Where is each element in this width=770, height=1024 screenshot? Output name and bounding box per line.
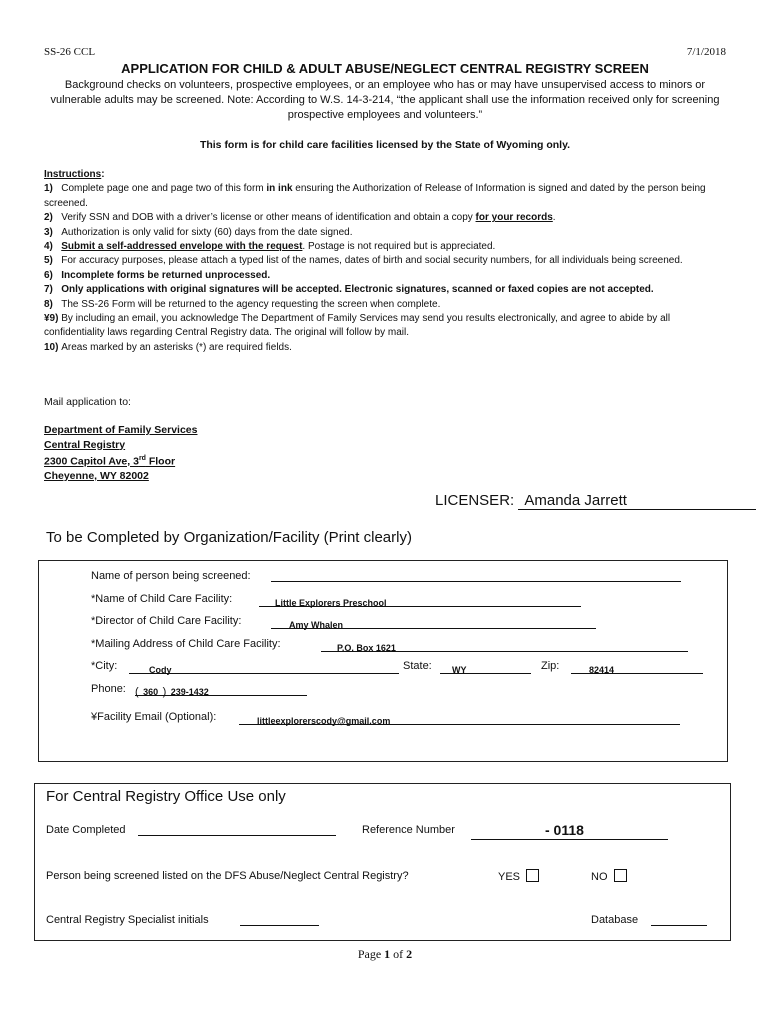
database-label: Database <box>591 914 639 926</box>
date-completed-field[interactable] <box>138 822 336 836</box>
mailing-address <box>44 423 197 484</box>
reference-number-label: Reference Number <box>362 824 455 836</box>
reference-number-field[interactable]: - 0118 <box>471 822 668 840</box>
city-field[interactable]: Cody <box>129 660 399 674</box>
notice-text: This form is for child care facilities licensed by the State of Wyoming only. <box>199 139 571 151</box>
section-facility-heading: To be Completed by Organization/Facility (Print clearly) <box>46 529 412 546</box>
instruction-5: 5) For accuracy purposes, please attach a typed list of the names, dates of birth and social security numbers, for all individuals being screened. <box>44 255 683 267</box>
zip-field[interactable]: 82414 <box>571 660 703 674</box>
instruction-10: 10) Areas marked by an asterisks (*) are required fields. <box>44 341 292 353</box>
facility-email-field[interactable]: littleexplorerscody@gmail.com <box>239 711 680 725</box>
instruction-2: 2) Verify SSN and DOB with a driver’s license or other means of identification and obtain a copy for your records. <box>44 212 556 224</box>
phone-field[interactable] <box>135 682 307 696</box>
director-field[interactable]: Amy Whalen <box>271 615 596 629</box>
form-id: SS-26 CCL <box>44 46 96 58</box>
yes-option: YES <box>498 869 539 883</box>
facility-name-label: *Name of Child Care Facility: <box>91 593 233 605</box>
instruction-4: 4) Submit a self-addressed envelope with the request. Postage is not required but is appreciated. <box>44 241 496 253</box>
facility-email-label: ¥Facility Email (Optional): <box>91 711 217 723</box>
office-use-box <box>34 783 731 941</box>
no-option: NO <box>591 869 627 883</box>
instruction-7: 7) Only applications with original signatures will be accepted. Electronic signatures, scanned or faxed copies are not accepted. <box>44 284 654 296</box>
screened-name-field[interactable] <box>271 568 681 582</box>
facility-name-field[interactable]: Little Explorers Preschool <box>259 593 581 607</box>
form-title: APPLICATION FOR CHILD & ADULT ABUSE/NEGLECT CENTRAL REGISTRY SCREEN <box>121 61 649 76</box>
city-label: *City: <box>91 660 118 672</box>
yes-checkbox[interactable] <box>526 869 539 882</box>
address-line-3: 2300 Capitol Ave, 3rd Floor <box>44 455 176 468</box>
zip-label: Zip: <box>541 660 560 672</box>
mailing-address-label: *Mailing Address of Child Care Facility: <box>91 638 281 650</box>
specialist-initials-label: Central Registry Specialist initials <box>46 914 209 926</box>
office-use-heading: For Central Registry Office Use only <box>46 788 286 805</box>
instruction-6: 6) Incomplete forms be returned unprocessed. <box>44 269 271 281</box>
licenser-label: LICENSER: <box>435 492 515 509</box>
page-number: Page 1 of 2 <box>357 947 413 961</box>
state-label: State: <box>403 660 432 672</box>
registry-question: Person being screened listed on the DFS Abuse/Neglect Central Registry? <box>46 870 409 882</box>
instructions-heading: Instructions <box>44 169 102 180</box>
form-date: 7/1/2018 <box>686 46 726 58</box>
instruction-3: 3) Authorization is only valid for sixty (60) days from the date signed. <box>44 226 353 238</box>
mailing-address-field[interactable]: P.O. Box 1621 <box>321 638 688 652</box>
instruction-9: ¥9) By including an email, you acknowledge The Department of Family Services may send you results electronically, and agree to abide by all confidentiality laws regarding Central Registry data. The original will follow by mail. <box>44 313 671 339</box>
facility-section-box <box>38 560 728 762</box>
screened-name-label: Name of person being screened: <box>91 570 251 582</box>
address-line-1: Department of Family Services <box>44 424 198 436</box>
licenser-value[interactable]: Amanda Jarrett <box>518 492 756 510</box>
instruction-8: 8) The SS-26 Form will be returned to the agency requesting the screen when complete. <box>44 298 441 310</box>
licenser <box>435 492 756 510</box>
database-field[interactable] <box>651 912 707 926</box>
instructions: Instructions: 1) Complete page one and page two of this form in ink ensuring the Authorization of Release of Information is signed and dated by the person being screened. 2) Verify SSN and DOB with a driver’s license or other means of identification and obtain a copy for your records. 3) Authorization is only valid for sixty (60) days from the date signed. 4) Submit a self-addressed envelope with the request. Postage is not required but is appreciated. 5) For accuracy purposes, please attach a typed list of the names, dates of birth and social security numbers, for all individuals being screened. 6) Incomplete forms be returned unprocessed. 7) Only applications with original signatures will be accepted. Electronic signatures, scanned or faxed copies are not accepted. 8) The SS-26 Form will be returned to the agency requesting the screen when complete. ¥9) By including an email, you acknowledge The Department of Family Services may send you results electronically, and agree to abide by all confidentiality laws regarding Central Registry data. The original will follow by mail. 10) Areas marked by an asterisks (*) are required fields. <box>44 168 724 355</box>
phone-open-paren: ( <box>135 686 139 698</box>
director-label: *Director of Child Care Facility: <box>91 615 242 627</box>
phone-number: 239-1432 <box>170 687 209 697</box>
address-line-2: Central Registry <box>44 438 126 451</box>
specialist-initials-field[interactable] <box>240 912 319 926</box>
phone-area-code: 360 <box>143 687 159 697</box>
intro-text: Background checks on volunteers, prospective employees, or an employee who has or may have unsupervised access to minors or vulnerable adults may be screened. Note: According to W.S. 14-3-214, “the applicant shall use the information received only for screening prospective employees and volunteers.” <box>50 79 720 121</box>
phone-close-paren: ) <box>162 686 167 698</box>
date-completed-label: Date Completed <box>46 824 126 836</box>
mail-label: Mail application to: <box>44 396 131 408</box>
state-field[interactable]: WY <box>440 660 531 674</box>
phone-label: Phone: <box>91 683 126 695</box>
address-line-4: Cheyenne, WY 82002 <box>44 470 149 482</box>
instruction-1: 1) Complete page one and page two of this form in ink ensuring the Authorization of Release of Information is signed and dated by the person being screened. <box>44 183 706 209</box>
no-checkbox[interactable] <box>614 869 627 882</box>
